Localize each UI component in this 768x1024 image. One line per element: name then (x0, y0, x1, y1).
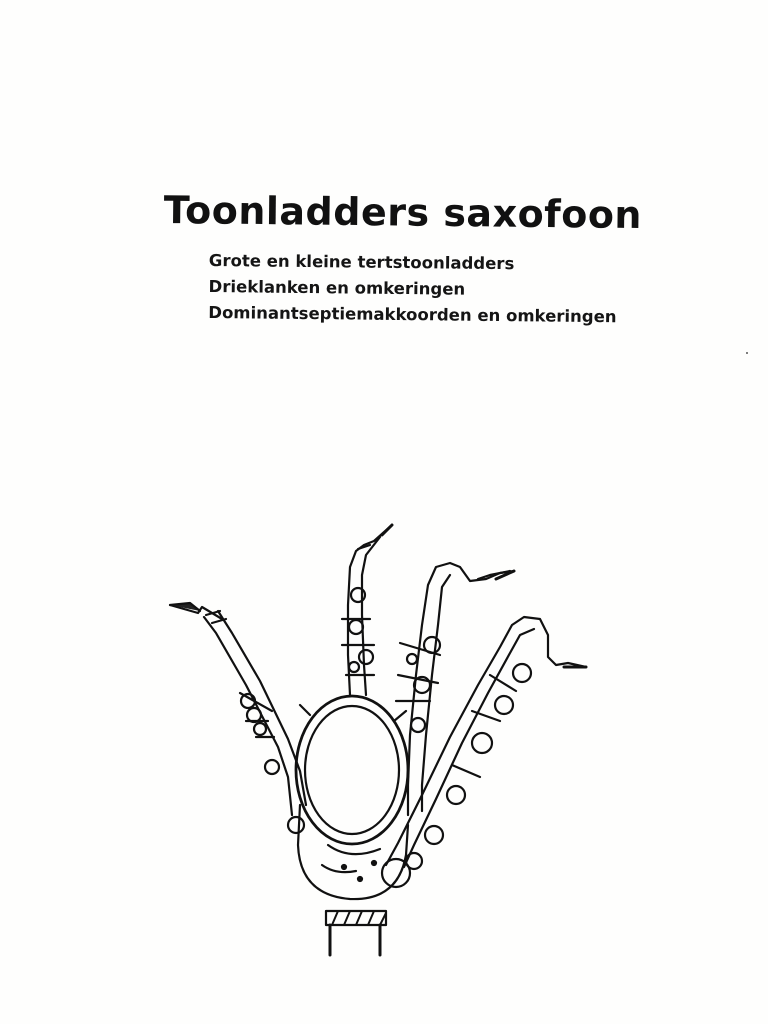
subtitle-line: Grote en kleine tertstoonladders (208, 250, 515, 274)
page-title: Toonladders saxofoon (163, 188, 643, 238)
subtitle-line: Dominantseptiemakkoorden en omkeringen (208, 302, 617, 327)
paper-speck (746, 352, 748, 354)
saxophones-drawing-icon (160, 515, 600, 965)
subtitle-list (208, 248, 617, 330)
subtitle-line: Drieklanken en omkeringen (208, 276, 466, 299)
